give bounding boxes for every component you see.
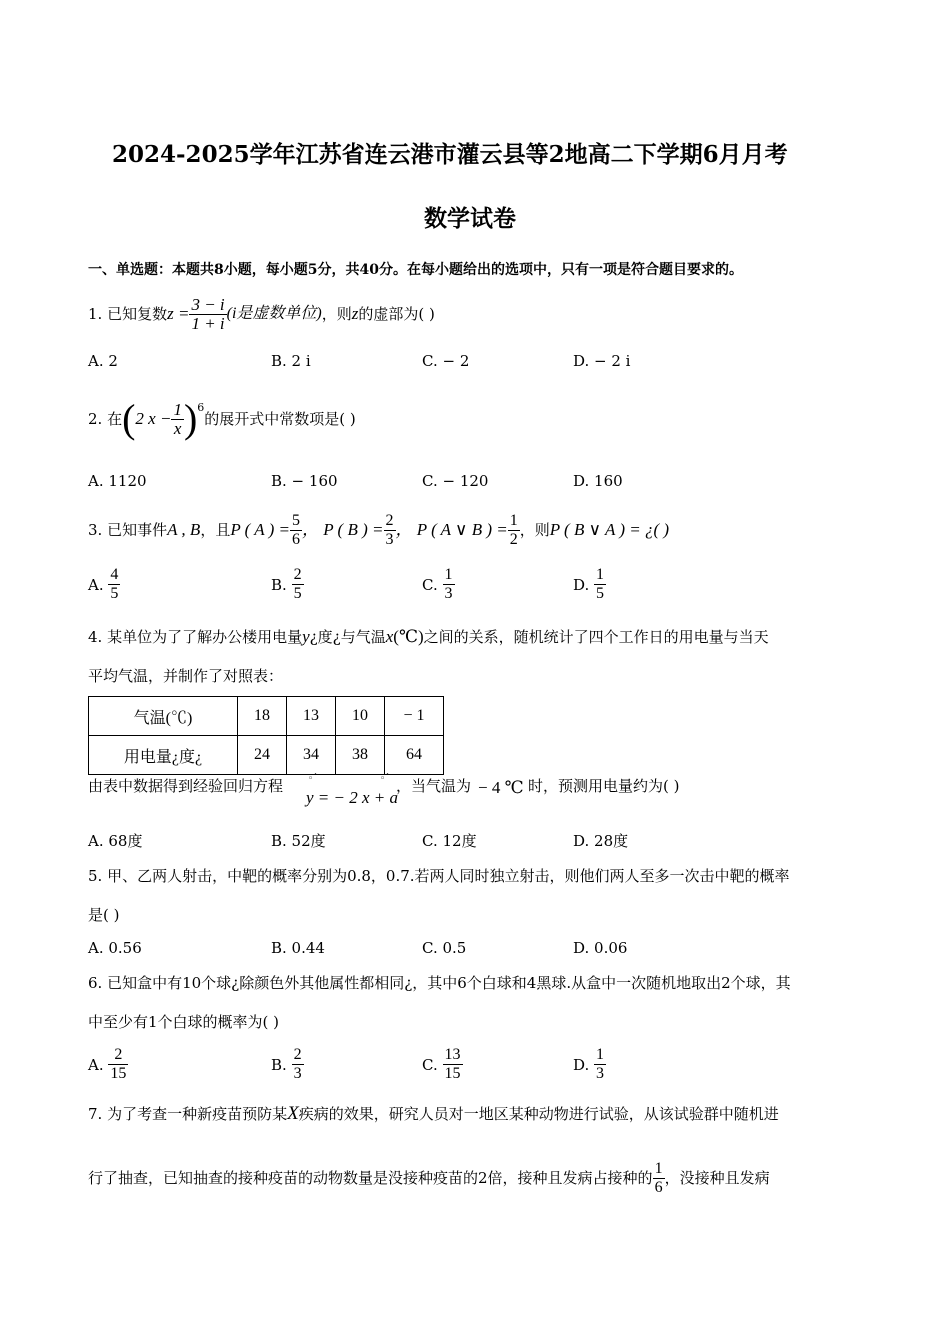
q1-option-a: A. 2 <box>88 352 118 370</box>
q1-option-c: C. − 2 <box>422 352 470 370</box>
q3-pb-den: 3 <box>385 530 394 548</box>
table-cell: 13 <box>287 697 336 736</box>
q2-right-paren: ) <box>183 396 198 441</box>
q2-fraction <box>171 401 184 438</box>
q6-option-c-num: 13 <box>444 1046 461 1063</box>
q1-den: 1 + i <box>191 313 225 333</box>
q6-option-b-num: 2 <box>293 1046 302 1063</box>
q4-option-d: D. 28度 <box>573 832 629 850</box>
q6-option-d <box>573 1046 606 1083</box>
q1-fraction <box>189 296 226 333</box>
question-3 <box>88 508 669 552</box>
question-7-line1 <box>88 1104 779 1124</box>
q6-option-a <box>88 1046 128 1083</box>
q4-after-b: ，当气温为 <box>396 777 472 795</box>
q6-option-a-num: 2 <box>108 1046 128 1065</box>
q4-var-y: y <box>302 627 310 646</box>
q1-mid: ，则 <box>321 305 352 323</box>
q4-option-a: A. 68度 <box>88 832 143 850</box>
question-6-line2: 中至少有1个白球的概率为( ) <box>88 1013 280 1031</box>
q3-prefix: 3. 已知事件 <box>88 521 168 539</box>
q6-option-c-label: C. <box>422 1055 438 1074</box>
q6-option-d-num: 1 <box>596 1046 605 1063</box>
q3-option-b-label: B. <box>271 575 287 594</box>
question-2 <box>88 394 356 444</box>
q2-expr: 2 x − <box>135 409 172 428</box>
q1-option-d: D. − 2 i <box>573 352 631 370</box>
q3-option-b-num: 2 <box>293 566 302 583</box>
q2-den: x <box>173 418 182 438</box>
q4-line1-b: ¿度¿与气温 <box>309 628 386 646</box>
q4-line1-a: 4. 某单位为了了解办公楼用电量 <box>88 628 303 646</box>
q3-t2: ，则 <box>519 521 550 539</box>
table-cell: 气温(℃) <box>89 697 238 736</box>
q5-option-b: B. 0.44 <box>271 939 325 957</box>
table-cell: 64 <box>385 736 444 775</box>
question-5-line1: 5. 甲、乙两人射击，中靶的概率分别为0.8，0.7.若两人同时独立射击，则他们两人至多一次击中靶的概率 <box>88 867 790 885</box>
q2-suffix: 的展开式中常数项是( ) <box>204 410 356 428</box>
q4-temp: − 4 ℃ <box>478 778 524 797</box>
q4-hat-1: ◦ˆ <box>308 774 318 784</box>
question-7-line2 <box>88 1156 770 1200</box>
q3-option-d-den: 5 <box>596 585 605 602</box>
q4-option-b: B. 52度 <box>271 832 326 850</box>
page-title-line1: 2024-2025学年江苏省连云港市灌云县等2地高二下学期6月月考 <box>112 141 788 168</box>
q3-option-a-label: A. <box>88 575 104 594</box>
q6-option-a-label: A. <box>88 1055 104 1074</box>
q4-equation: y = − 2 x + a <box>306 788 399 807</box>
q1-prefix: 1. 已知复数 <box>88 305 168 323</box>
q3-option-a <box>88 566 120 603</box>
q3-option-a-num: 4 <box>110 566 119 583</box>
q3-pb: ， P ( B ) = <box>301 520 384 539</box>
q3-option-c-num: 1 <box>444 566 453 583</box>
q3-option-b-den: 5 <box>293 585 302 602</box>
q4-line1-d: 之间的关系，随机统计了四个工作日的用电量与当天 <box>423 628 769 646</box>
q3-pb-fraction <box>384 512 396 549</box>
page-title-line2: 数学试卷 <box>424 205 516 232</box>
q1-note: (i是虚数单位) <box>226 305 322 322</box>
q1-option-b: B. 2 i <box>271 352 311 370</box>
q3-pa-den: 6 <box>291 530 300 548</box>
q3-t1: ，且 <box>200 521 231 539</box>
table-cell: − 1 <box>385 697 444 736</box>
q3-option-d-label: D. <box>573 575 590 594</box>
q3-pa-num: 5 <box>291 511 300 529</box>
q2-option-a: A. 1120 <box>88 472 147 490</box>
q7-num: 1 <box>654 1159 663 1177</box>
q2-power: 6 <box>197 401 205 414</box>
table-cell: 用电量¿度¿ <box>89 736 238 775</box>
q6-option-c <box>422 1046 463 1083</box>
q3-pab-fraction <box>508 512 520 549</box>
q2-option-c: C. − 120 <box>422 472 489 490</box>
table-row <box>89 736 444 775</box>
q7-var-x: X <box>287 1103 299 1124</box>
q6-option-b <box>271 1046 304 1083</box>
q3-option-d-num: 1 <box>596 566 605 583</box>
q3-pab-num: 1 <box>509 511 518 529</box>
q5-option-a: A. 0.56 <box>88 939 142 957</box>
table-cell: 18 <box>238 697 287 736</box>
question-5-line2: 是( ) <box>88 906 120 924</box>
question-6-line1: 6. 已知盒中有10个球¿除颜色外其他属性都相同¿，其中6个白球和4黑球.从盒中一次随机地取出2个球，其 <box>88 974 791 992</box>
q3-option-d <box>573 566 606 603</box>
q7-line1-b: 疾病的效果，研究人员对一地区某种动物进行试验，从该试验群中随机进 <box>298 1105 779 1123</box>
table-row <box>89 697 444 736</box>
q7-line2-b: ，没接种且发病 <box>664 1169 770 1187</box>
question-4-line1 <box>88 624 769 650</box>
q4-after-a: 由表中数据得到经验回归方程 <box>88 777 284 795</box>
data-table <box>88 696 444 775</box>
q7-den: 6 <box>654 1178 663 1196</box>
question-4-line2: 平均气温，并制作了对照表： <box>88 667 284 685</box>
section-heading: 一、单选题：本题共8小题，每小题5分，共40分。在每小题给出的选项中，只有一项是符合题目要求的。 <box>88 262 743 278</box>
table-cell: 10 <box>336 697 385 736</box>
q3-pab: ， P ( A ∨ B ) = <box>395 520 508 539</box>
q3-option-b <box>271 566 304 603</box>
q4-option-c: C. 12度 <box>422 832 477 850</box>
q5-option-c: C. 0.5 <box>422 939 467 957</box>
q7-line1-a: 7. 为了考查一种新疫苗预防某 <box>88 1105 288 1123</box>
q3-option-c-label: C. <box>422 575 438 594</box>
q3-pba: P ( B ∨ A ) = ¿( ) <box>549 520 670 539</box>
q1-z: z <box>351 304 359 323</box>
q4-hat-2: ◦ˆ <box>380 774 390 784</box>
q6-option-a-den: 15 <box>110 1065 127 1082</box>
q4-line1-c: (℃) <box>393 627 424 646</box>
q6-option-c-den: 15 <box>444 1065 461 1082</box>
q3-pb-num: 2 <box>385 511 394 529</box>
q2-option-d: D. 160 <box>573 472 623 490</box>
q5-option-d: D. 0.06 <box>573 939 628 957</box>
q4-var-x: x <box>385 627 394 646</box>
q3-pa: P ( A ) = <box>230 520 290 539</box>
q4-after-c: 时，预测用电量约为( ) <box>528 777 680 795</box>
table-cell: 38 <box>336 736 385 775</box>
q2-prefix: 2. 在 <box>88 410 123 428</box>
q3-option-c <box>422 566 455 603</box>
table-cell: 24 <box>238 736 287 775</box>
q6-option-b-label: B. <box>271 1055 287 1074</box>
q3-pab-den: 2 <box>509 530 518 548</box>
q6-option-b-den: 3 <box>293 1065 302 1082</box>
q1-z-eq: z = <box>167 304 190 323</box>
q6-option-d-den: 3 <box>596 1065 605 1082</box>
q3-pa-fraction <box>290 512 302 549</box>
q3-option-a-den: 5 <box>110 585 119 602</box>
q1-suffix: 的虚部为( ) <box>358 305 435 323</box>
table-cell: 34 <box>287 736 336 775</box>
q2-num: 1 <box>173 399 182 419</box>
q2-option-b: B. − 160 <box>271 472 338 490</box>
question-1 <box>88 292 435 336</box>
q1-num: 3 − i <box>191 294 225 314</box>
q3-option-c-den: 3 <box>444 585 453 602</box>
q2-left-paren: ( <box>122 396 136 441</box>
q7-line2-a: 行了抽查，已知抽查的接种疫苗的动物数量是没接种疫苗的2倍，接种且发病占接种的 <box>88 1169 653 1187</box>
q3-events: A , B <box>167 520 201 539</box>
q6-option-d-label: D. <box>573 1055 590 1074</box>
